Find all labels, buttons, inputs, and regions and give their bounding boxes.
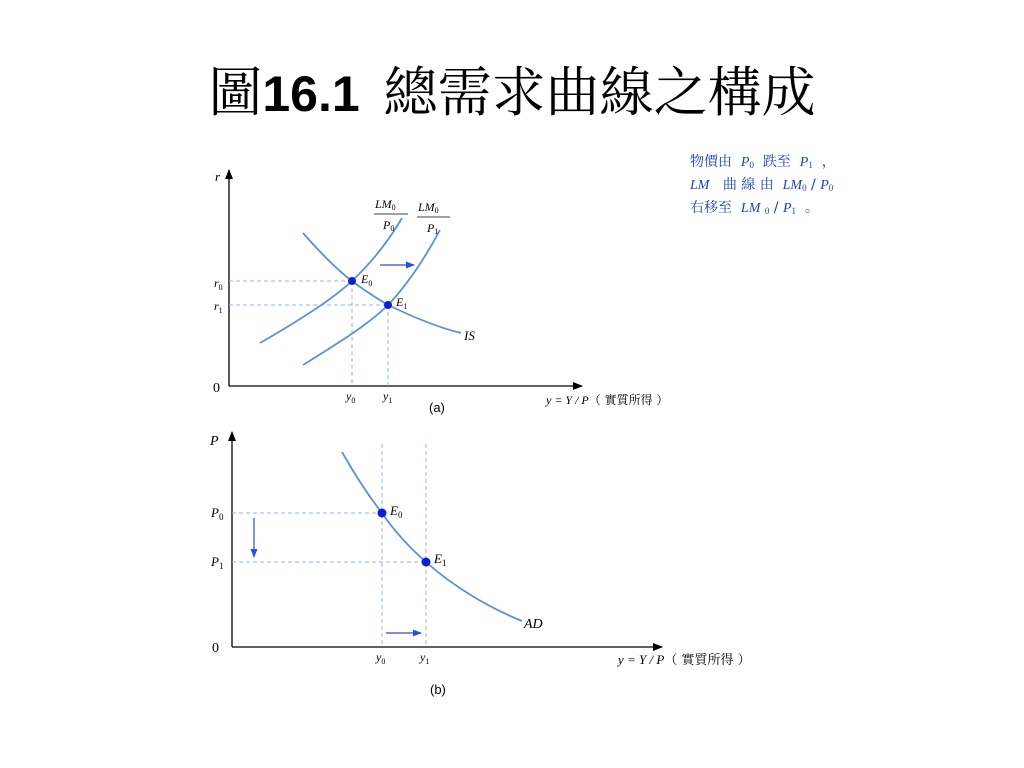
lm1-label [417,200,450,236]
point-e0-b [378,509,387,518]
lm0-label [374,197,408,233]
svg-text:LM0: LM0 [375,197,396,212]
y1-label-a: $y_1$ [383,389,393,405]
panel-b-caption: (b) [430,682,446,697]
svg-text:P0: P0 [383,218,395,233]
panel-b-origin: 0 [212,641,219,656]
figure-number: 16.1 [262,66,360,122]
r1-label: $r_1$ [214,299,223,315]
panel-a [213,169,668,415]
note-line-3: 右移至 LM $_0 / P_1$ 。 [690,200,819,216]
p1-label: $P_1$ [211,554,224,571]
svg-text:P1: P1 [427,221,439,236]
y0-label-a: $y_0$ [346,389,356,405]
r0-label: $r_0$ [214,276,223,292]
panel-b-x-axis-label: y = Y / P（ 實質所得 ） [618,652,751,668]
title-text: 總需求曲線之構成 [383,61,816,124]
e0-label-b: $E_0$ [390,503,403,520]
point-e1-b [422,558,431,567]
y1-label-b: $y_1$ [420,650,430,666]
panel-b-y-axis-label: P [210,434,219,449]
y0-label-b: $y_0$ [376,650,386,666]
point-e0-a [348,277,356,285]
panel-a-y-axis-label: r [215,169,221,184]
lm1-curve [303,230,440,365]
title-prefix: 圖 [208,61,263,124]
point-e1-a [384,301,392,309]
e1-label-a: $E_1$ [396,295,408,311]
e0-label-a: $E_0$ [361,272,373,288]
e1-label-b: $E_1$ [434,551,447,568]
note-line-2: LM 曲 線 由 $LM_0 / P_0$ [690,177,834,193]
note-line-1: 物價由 $P_0$ 跌至 $P_1$ ， [690,154,836,170]
ad-curve [342,452,522,621]
panel-b [209,432,751,697]
is-label: IS [464,328,475,343]
panel-a-caption: (a) [429,400,445,415]
ad-label: AD [524,617,543,632]
p0-label: $P_0$ [211,505,224,522]
panel-a-origin: 0 [213,381,220,396]
panel-a-x-axis-label: y = Y / P（ 實質所得 ） [546,393,669,407]
svg-text:LM0: LM0 [418,200,439,215]
